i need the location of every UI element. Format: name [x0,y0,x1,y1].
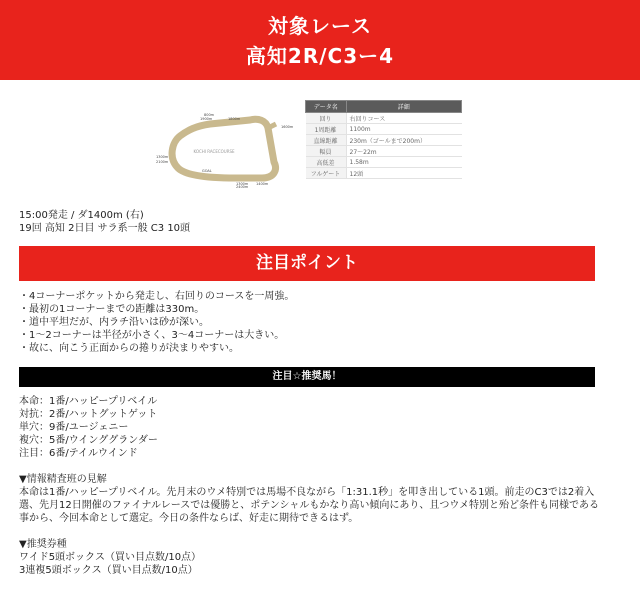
ticket-line: 3連複5頭ボックス（買い目点数/10点） [19,565,198,576]
table-row [306,157,462,168]
list-item: ・最初の1コーナーまでの距離は330m。 [19,304,205,315]
distance-label: 1800m [228,117,241,121]
table-row [306,113,462,124]
list-item: 注目：6番/テイルウインド [19,448,138,459]
table-row [306,146,462,157]
distance-label: 1900m [200,117,213,121]
distance-label: GOAL [202,169,212,173]
row-value: 右回りコース [346,113,462,124]
distance-label: 1400m [256,182,269,186]
points-heading: 注目ポイント [19,246,595,281]
distance-label: 1600m [281,125,294,129]
distance-label: 2100m [156,160,169,164]
row-key: 直線距離 [306,135,347,146]
tickets-heading: ▼推奨券種 [19,539,67,550]
list-item: 対抗：2番/ハットグットゲット [19,409,158,420]
analysis-heading: ▼情報精査班の見解 [19,474,107,485]
row-value: 1100m [346,124,462,135]
row-key: 高低差 [306,157,347,168]
points-list [19,290,294,355]
list-item: 単穴：9番/ユージェニー [19,422,129,433]
course-center-label: KOCHI RACECOURSE [193,149,235,154]
race-time-distance: 15:00発走 / ダ1400m (右) [19,210,144,221]
header-title: 対象レース [268,14,372,38]
list-item: 本命：1番/ハッピープリベイル [19,396,158,407]
course-map [150,106,300,188]
row-key: 1周距離 [306,124,347,135]
table-header-name: データ名 [306,101,347,113]
row-key: 回り [306,113,347,124]
list-item: ・道中平坦だが、内ラチ沿いは砂が深い。 [19,317,209,328]
distance-label: 800m [204,113,215,117]
page-header [0,0,640,80]
row-value: 12頭 [346,168,462,179]
distance-label: 1300m [156,155,169,159]
distance-label: 2400m [236,185,249,188]
ticket-line: ワイド5頭ボックス（買い目点数/10点） [19,552,202,563]
analysis-body: 本命は1番/ハッピープリベイル。先月末のウメ特別では馬場不良ながら「1:31.1秒」を叩き出している1頭。前走のC3では2着入選、先月12日開催のファイナルレースでは優勝と、ポテンシャルもかなり高い傾向にあり、且つウメ特別と殆ど条件も同様である事から、今回本命として選定。今日の条件ならば、好走に期待できるはず。 [19,487,600,524]
row-key: フルゲート [306,168,347,179]
picks-heading: 注目☆推奨馬！ [19,367,595,387]
list-item: 複穴：5番/ウインググランダー [19,435,158,446]
list-item: ・1〜2コーナーは半径が小さく、3〜4コーナーは大きい。 [19,330,285,341]
row-key: 幅員 [306,146,347,157]
distance-label: 1300m [236,182,249,186]
header-race-name: 高知2R/C3ー4 [245,44,395,68]
race-meeting-info: 19回 高知 2日目 サラ系一般 C3 10頭 [19,223,191,234]
table-row [306,124,462,135]
course-data-table [305,100,462,179]
picks-list [19,395,158,460]
table-row [306,168,462,179]
list-item: ・故に、向こう正面からの捲りが決まりやすい。 [19,343,239,354]
list-item: ・4コーナーポケットから発走し、右回りのコースを一周強。 [19,291,295,302]
table-header-detail: 詳細 [346,101,462,113]
table-row [306,135,462,146]
row-value: 27〜22m [346,146,462,157]
row-value: 1.58m [346,157,462,168]
row-value: 230m（ゴールまで200m） [346,135,462,146]
